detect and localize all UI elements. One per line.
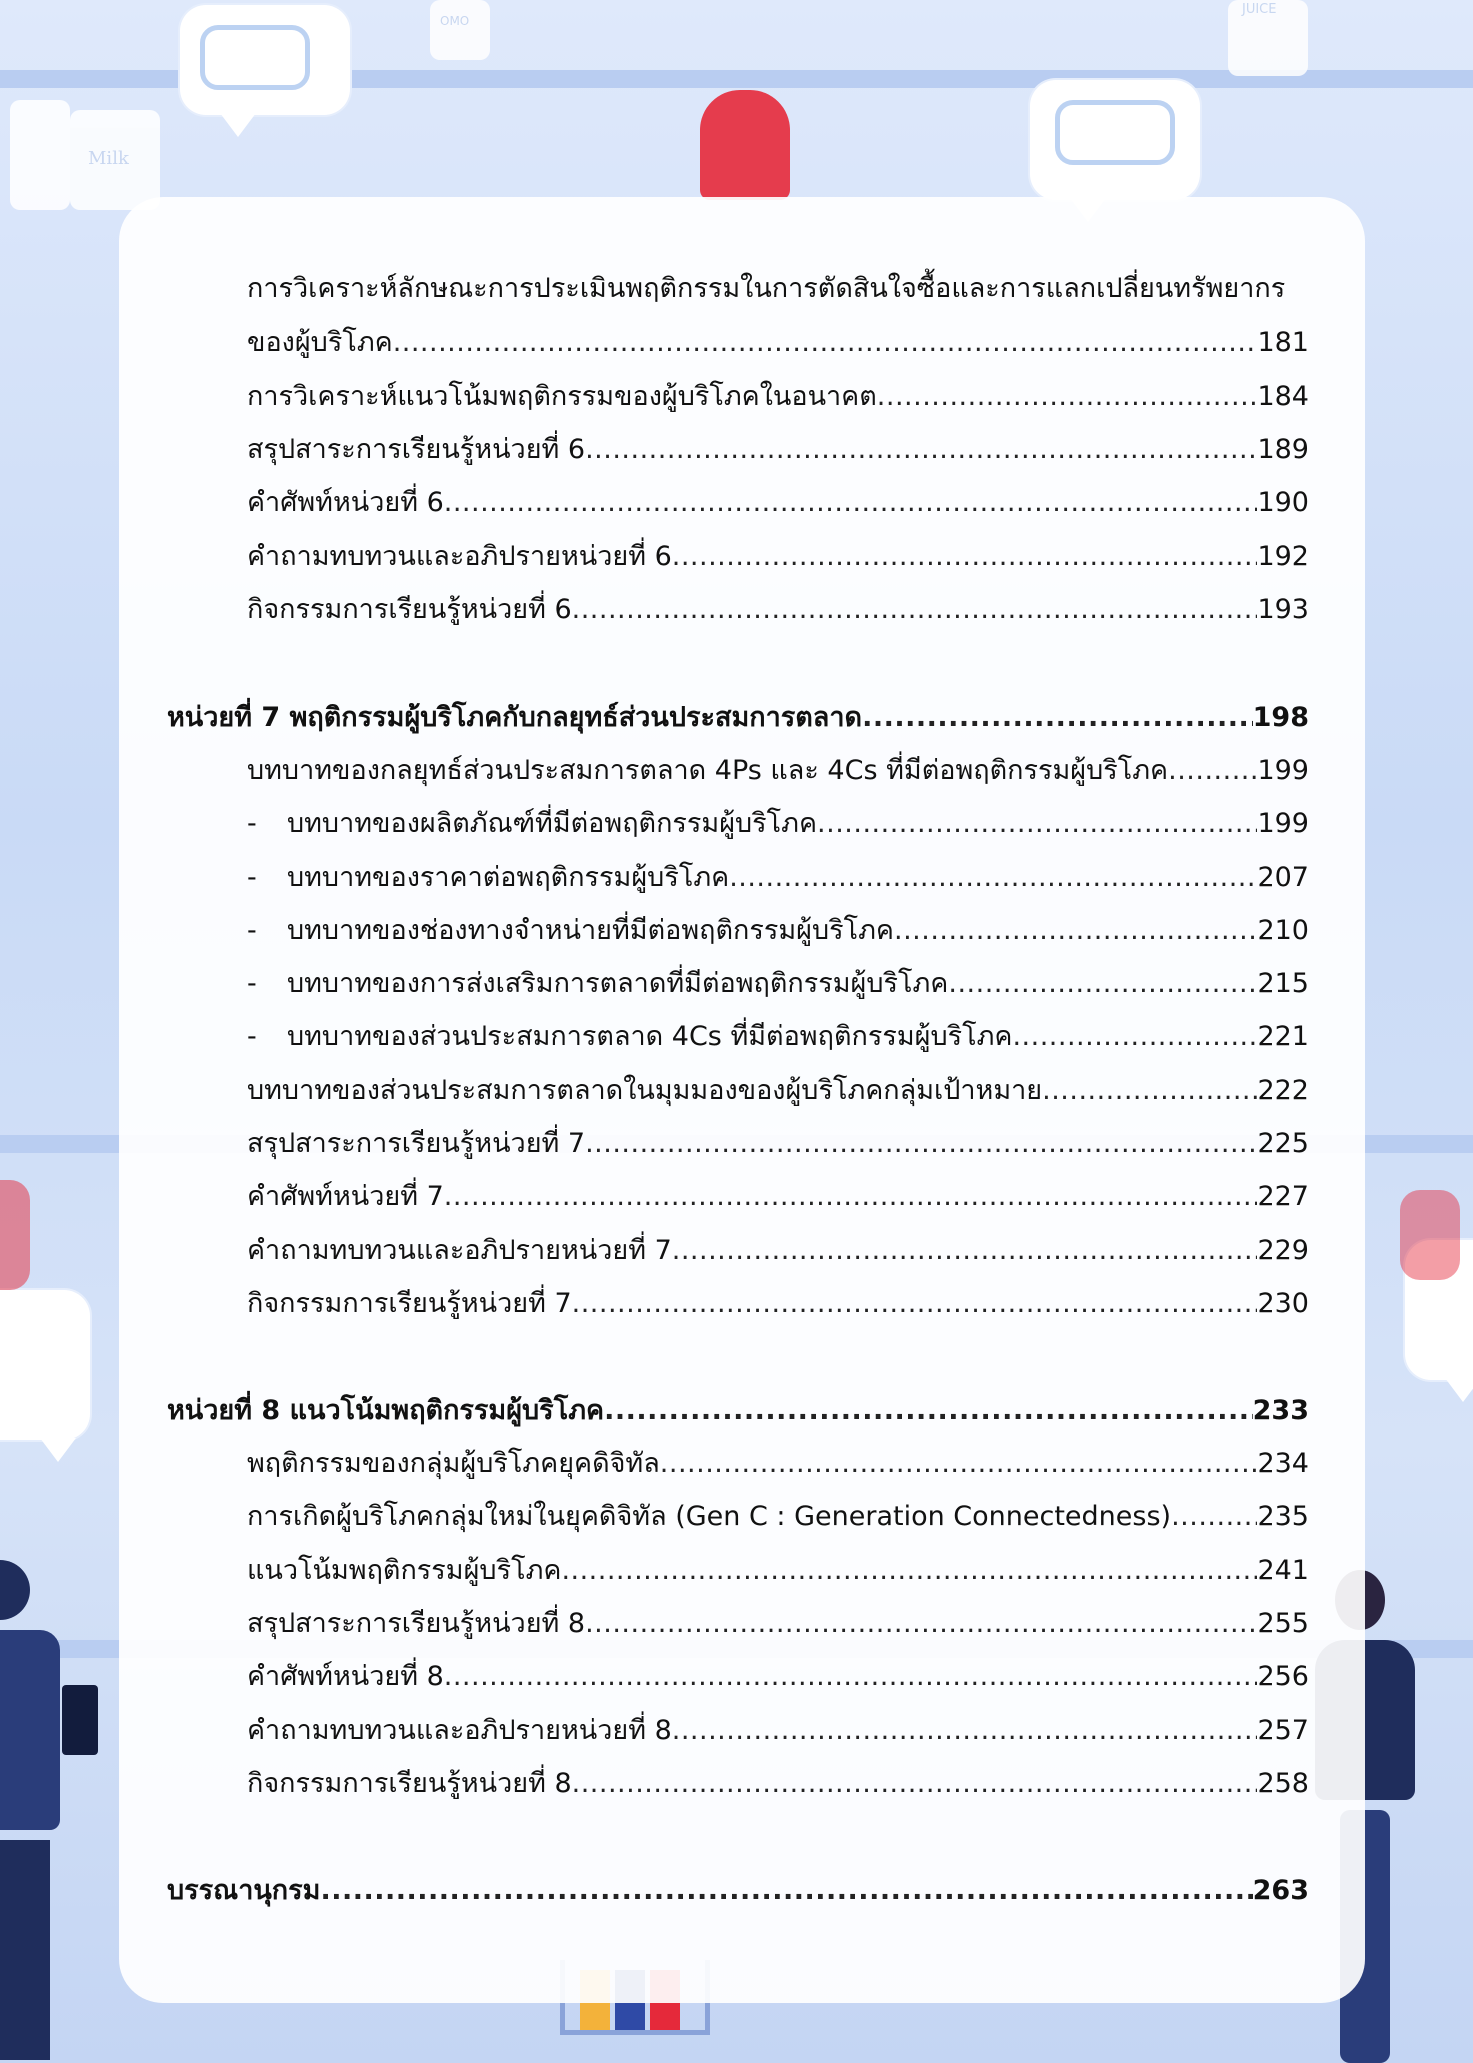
toc-bullet-dash: - [247, 968, 257, 999]
toc-entry-page: 190 [1257, 487, 1309, 518]
toc-leader-dots [393, 323, 1258, 363]
toc-entry[interactable] [247, 1497, 1309, 1537]
speech-bubble-icon [0, 1290, 90, 1440]
toc-entry-page: 229 [1257, 1235, 1309, 1266]
toc-leader-dots [948, 964, 1257, 1004]
toc-unit-title: หน่วยที่ 7 พฤติกรรมผู้บริโภคกับกลยุทธ์ส่วนประสมการตลาด [167, 702, 863, 733]
toc-entry-page: 234 [1257, 1448, 1309, 1479]
toc-entry[interactable] [247, 1551, 1309, 1591]
toc-entry-page: 221 [1257, 1021, 1309, 1052]
toc-leader-dots [444, 1657, 1258, 1697]
toc-entry-title: กิจกรรมการเรียนรู้หน่วยที่ 6 [247, 594, 572, 625]
toc-entry-title: การวิเคราะห์แนวโน้มพฤติกรรมของผู้บริโภคในอนาคต [247, 381, 877, 412]
toc-entry-page: 241 [1257, 1555, 1309, 1586]
milk-carton-icon [70, 110, 160, 210]
toc-subentry[interactable] [247, 858, 1309, 898]
toc-entry-page: 181 [1257, 327, 1309, 358]
toc-entry-title: บทบาทของการส่งเสริมการตลาดที่มีต่อพฤติกรรมผู้บริโภค [287, 968, 949, 999]
milk-label: Milk [88, 148, 129, 169]
omo-label: OMO [440, 14, 470, 28]
toc-unit-page: 233 [1252, 1395, 1309, 1426]
toc-subentry[interactable] [247, 804, 1309, 844]
toc-leader-dots [672, 1231, 1258, 1271]
toc-entry-page: 255 [1257, 1608, 1309, 1639]
toc-entry-page: 230 [1257, 1288, 1309, 1319]
toc-leader-dots [572, 590, 1258, 630]
toc-entry-page: 215 [1257, 968, 1309, 999]
toc-entry[interactable] [247, 323, 1309, 363]
shopper-illustration [0, 1560, 120, 2063]
juice-box-icon [1228, 0, 1308, 76]
toc-bullet-dash: - [247, 862, 257, 893]
toc-leader-dots [729, 858, 1257, 898]
toc-unit-title: หน่วยที่ 8 แนวโน้มพฤติกรรมผู้บริโภค [167, 1395, 605, 1426]
toc-entry-page: 227 [1257, 1181, 1309, 1212]
toc-entry-page: 257 [1257, 1715, 1309, 1746]
toc-entry-page: 235 [1257, 1501, 1309, 1532]
toc-entry[interactable] [247, 537, 1309, 577]
toc-entry-title: คำศัพท์หน่วยที่ 6 [247, 487, 444, 518]
toc-entry-title: กิจกรรมการเรียนรู้หน่วยที่ 7 [247, 1288, 572, 1319]
toc-entry[interactable] [247, 1657, 1309, 1697]
toc-entry-page: 189 [1257, 434, 1309, 465]
toc-subentry[interactable] [247, 964, 1309, 1004]
toc-entry-page: 193 [1257, 594, 1309, 625]
toc-unit-title: บรรณานุกรม [167, 1875, 321, 1906]
red-shape [1400, 1190, 1460, 1280]
toc-entry-page: 256 [1257, 1661, 1309, 1692]
toc-leader-dots [672, 1711, 1258, 1751]
toc-entry-title: กิจกรรมการเรียนรู้หน่วยที่ 8 [247, 1768, 572, 1799]
toc-entry-title: บทบาทของช่องทางจำหน่ายที่มีต่อพฤติกรรมผู้บริโภค [287, 915, 894, 946]
toc-entry-title: สรุปสาระการเรียนรู้หน่วยที่ 7 [247, 1128, 586, 1159]
toc-unit-page: 263 [1252, 1875, 1309, 1906]
toc-entry[interactable] [247, 483, 1309, 523]
face-mask-icon [1055, 100, 1175, 165]
toc-leader-dots [604, 1391, 1253, 1431]
toc-entry-title: บทบาทของส่วนประสมการตลาดในมุมมองของผู้บริโภคกลุ่มเป้าหมาย [247, 1075, 1043, 1106]
red-shape [0, 1180, 30, 1290]
toc-entry[interactable] [247, 1124, 1309, 1164]
toc-unit-heading-7[interactable] [167, 698, 1309, 738]
toc-leader-dots [1012, 1017, 1257, 1057]
toc-leader-dots [572, 1764, 1258, 1804]
toc-bullet-dash: - [247, 1021, 257, 1052]
toc-entry-page: 192 [1257, 541, 1309, 572]
toc-leader-dots [1171, 1497, 1257, 1537]
toc-entry[interactable] [247, 1444, 1309, 1484]
juice-label: JUICE [1242, 2, 1277, 17]
toc-entry[interactable] [247, 1071, 1309, 1111]
toc-entry-title: พฤติกรรมของกลุ่มผู้บริโภคยุคดิจิทัล [247, 1448, 660, 1479]
toc-sheet [119, 197, 1365, 2003]
toc-entry[interactable] [247, 590, 1309, 630]
toc-entry-page: 210 [1257, 915, 1309, 946]
toc-entry-title: คำถามทบทวนและอภิปรายหน่วยที่ 8 [247, 1715, 672, 1746]
toc-subentry[interactable] [247, 911, 1309, 951]
toc-entry-title: บทบาทของราคาต่อพฤติกรรมผู้บริโภค [287, 862, 730, 893]
toc-entry[interactable] [247, 1604, 1309, 1644]
toc-bullet-dash: - [247, 915, 257, 946]
toc-entry-title: ของผู้บริโภค [247, 327, 393, 358]
toc-entry-page: 225 [1257, 1128, 1309, 1159]
toc-leader-dots [585, 1124, 1257, 1164]
toc-leader-dots [817, 804, 1257, 844]
toc-entry-title: สรุปสาระการเรียนรู้หน่วยที่ 6 [247, 434, 586, 465]
toc-entry[interactable] [247, 751, 1309, 791]
toc-entry-title: สรุปสาระการเรียนรู้หน่วยที่ 8 [247, 1608, 586, 1639]
toc-leader-dots [1168, 751, 1257, 791]
toc-leader-dots [585, 1604, 1257, 1644]
toc-leader-dots [672, 537, 1258, 577]
toc-leader-dots [320, 1871, 1252, 1911]
toc-leader-dots [585, 430, 1257, 470]
toc-entry-title: คำศัพท์หน่วยที่ 8 [247, 1661, 444, 1692]
toc-bullet-dash: - [247, 808, 257, 839]
carton-icon [430, 0, 490, 60]
toc-entry-title: คำถามทบทวนและอภิปรายหน่วยที่ 7 [247, 1235, 672, 1266]
toc-entry[interactable] [247, 430, 1309, 470]
toc-entry[interactable] [247, 377, 1309, 417]
milk-carton-icon [10, 100, 70, 210]
toc-entry-title: บทบาทของกลยุทธ์ส่วนประสมการตลาด 4Ps และ 4Cs ที่มีต่อพฤติกรรมผู้บริโภค [247, 755, 1169, 786]
toc-entry-title: บทบาทของส่วนประสมการตลาด 4Cs ที่มีต่อพฤติกรรมผู้บริโภค [287, 1021, 1013, 1052]
toc-entry-page: 207 [1257, 862, 1309, 893]
toc-entry[interactable] [247, 1711, 1309, 1751]
face-mask-icon [200, 25, 310, 90]
toc-leader-dots [660, 1444, 1258, 1484]
toc-entry-title: บทบาทของผลิตภัณฑ์ที่มีต่อพฤติกรรมผู้บริโภค [287, 808, 818, 839]
toc-entry-title: แนวโน้มพฤติกรรมผู้บริโภค [247, 1555, 562, 1586]
toc-leader-dots [444, 483, 1258, 523]
toc-entry[interactable] [247, 1284, 1309, 1324]
toc-entry-page: 184 [1257, 381, 1309, 412]
toc-continuation-line: การวิเคราะห์ลักษณะการประเมินพฤติกรรมในการตัดสินใจซื้อและการแลกเปลี่ยนทรัพยากร [247, 273, 1286, 304]
toc-leader-dots [877, 377, 1258, 417]
toc-leader-dots [572, 1284, 1258, 1324]
toc-entry-page: 222 [1257, 1075, 1309, 1106]
toc-leader-dots [561, 1551, 1257, 1591]
toc-entry-title: การเกิดผู้บริโภคกลุ่มใหม่ในยุคดิจิทัล (Gen C : Generation Connectedness) [247, 1501, 1172, 1532]
toc-entry-page: 258 [1257, 1768, 1309, 1799]
toc-entry-title: คำศัพท์หน่วยที่ 7 [247, 1181, 444, 1212]
toc-entry[interactable] [247, 1764, 1309, 1804]
toc-entry-title: คำถามทบทวนและอภิปรายหน่วยที่ 6 [247, 541, 672, 572]
toc-entry-page: 199 [1257, 808, 1309, 839]
toc-entry[interactable] [247, 1177, 1309, 1217]
toc-subentry[interactable] [247, 1017, 1309, 1057]
toc-unit-page: 198 [1252, 702, 1309, 733]
toc-entry-page: 199 [1257, 755, 1309, 786]
toc-leader-dots [1042, 1071, 1257, 1111]
toc-entry[interactable] [247, 1231, 1309, 1271]
toc-bibliography[interactable] [167, 1871, 1309, 1911]
toc-leader-dots [862, 698, 1253, 738]
red-shape [700, 90, 790, 200]
toc-unit-heading-8[interactable] [167, 1391, 1309, 1431]
toc-leader-dots [444, 1177, 1258, 1217]
toc-leader-dots [894, 911, 1257, 951]
